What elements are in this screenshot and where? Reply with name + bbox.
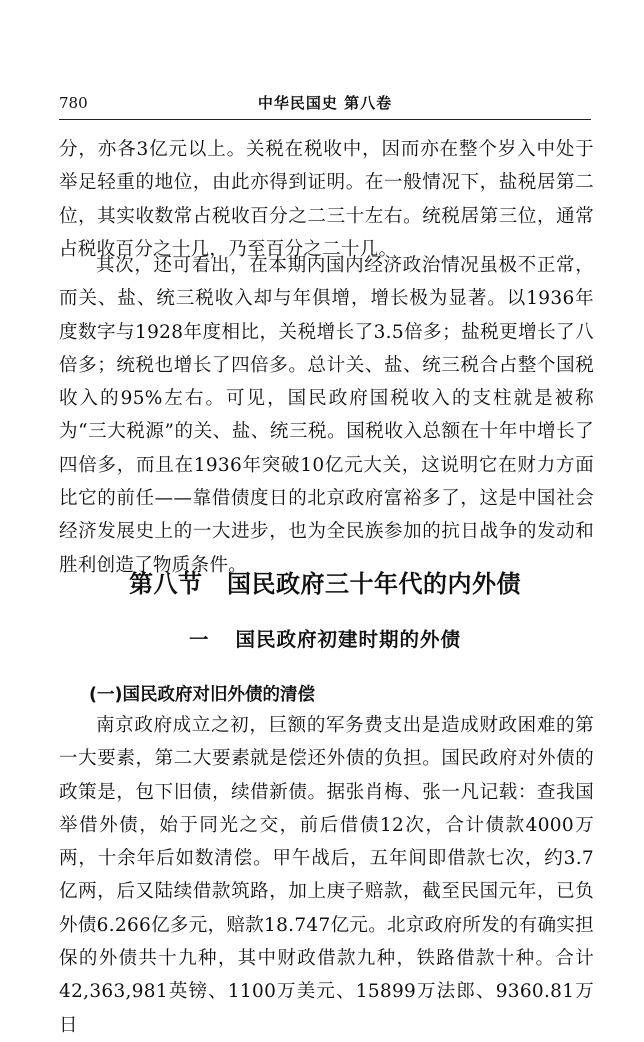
subsection-heading: (一)国民政府对旧外债的清偿 (89, 685, 315, 705)
section-heading (59, 624, 591, 652)
running-head (59, 92, 591, 116)
paragraph-tax-growth: 其次，还可看出，在本期内国内经济政治情况虽极不正常，而关、盐、统三税收入却与年俱增，增长极为显著。以1936年度数字与1928年度相比，关税增长了3.5倍多；盐税更增长了八倍多；统税也增长了四倍多。总计关、盐、统三税合占整个国税收入的95%左右。可见，国民政府国税收入的支柱就是被称为“三大税源”的关、盐、统三税。国税收入总额在十年中增长了四倍多，而且在1936年突破10亿元大关，这说明它在财力方面比它的前任——靠借债度日的北京政府富裕多了，这是中国社会经济发展史上的一大进步，也为全民族参加的抗日战争的发动和胜利创造了物质条件。 (59, 255, 594, 576)
chapter-heading: 第八节 国民政府三十年代的内外债 (129, 570, 521, 598)
header-rule (59, 119, 591, 120)
paragraph-tax-ranking: 分，亦各3亿元以上。关税在税收中，因而亦在整个岁入中处于举足轻重的地位，由此亦得到证明。在一般情况下，盐税居第二位，其实收数常占税收百分之二三十左右。统税居第三位，通常占税收百分之十几，乃至百分之二十几。 (59, 139, 594, 260)
section-number: 一 (188, 628, 210, 651)
paragraph-old-foreign-debt: 南京政府成立之初，巨额的军务费支出是造成财政困难的第一大要素，第二大要素就是偿还外债的负担。国民政府对外债的政策是，包下旧债，续借新债。据张肖梅、张一凡记载：查我国举借外债，始于同光之交，前后借债12次，合计债款4000万两，十余年后如数清偿。甲午战后，五年间即借款七次，约3.7亿两，后又陆续借款筑路，加上庚子赔款，截至民国元年，已负外债6.266亿多元，赔款18.747亿元。北京政府所发的有确实担保的外债共十九种，其中财政借款九种，铁路借款十种。合计42,363,981英镑、1100万美元、15899万法郎、9360.81万日 (59, 715, 594, 1036)
book-title: 中华民国史 第八卷 (257, 94, 393, 112)
section-title: 国民政府初建时期的外债 (235, 628, 462, 651)
page-number: 780 (59, 94, 88, 112)
